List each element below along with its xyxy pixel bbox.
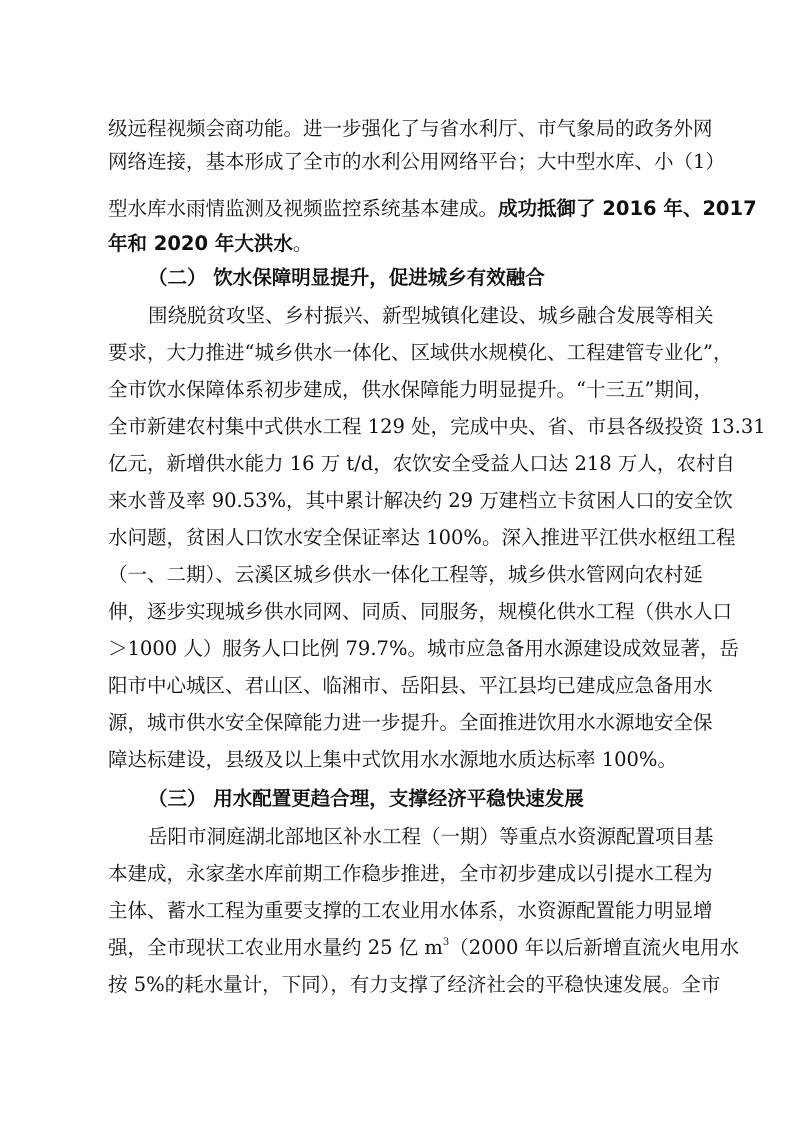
text-line [108,192,757,225]
superscript: 3 [442,937,450,948]
text-line: 围绕脱贫攻坚、乡村振兴、新型城镇化建设、城乡融合发展等相关 [148,304,714,327]
text-line: 按 5%的耗水量计，下同），有力支撑了经济社会的平稳快速发展。全市 [108,973,721,996]
text-line: 要求，大力推进“城乡供水一体化、区域供水规模化、工程建管专业化”， [108,341,733,364]
text-line: 亿元，新增供水能力 16 万 t/d，农饮安全受益人口达 218 万人，农村自 [108,452,735,475]
text-line [108,227,686,260]
text-line: 网络连接，基本形成了全市的水利公用网络平台；大中型水库、小（1） [108,150,725,173]
text-line: 全市新建农村集中式供水工程 129 处，完成中央、省、市县各级投资 13.31 [108,415,766,438]
text-run: 。 [292,232,313,255]
text-line: 阳市中心城区、君山区、临湘市、岳阳县、平江县均已建成应急备用水 [108,674,713,697]
text-line [108,931,740,964]
section-heading-2: （二） 饮水保障明显提升，促进城乡有效融合 [148,266,545,289]
text-run: 强，全市现状工农业用水量约 25 亿 m [108,936,443,959]
text-line: 本建成，永家垄水库前期工作稳步推进，全市初步建成以引提水工程为 [108,862,713,885]
text-line: 岳阳市洞庭湖北部地区补水工程（一期）等重点水资源配置项目基 [148,825,714,848]
text-line: 源，城市供水安全保障能力进一步提升。全面推进饮用水水源地安全保 [108,711,713,734]
text-line: （一、二期）、云溪区城乡供水一体化工程等，城乡供水管网向农村延 [108,563,703,586]
bold-text-run: 年和 2020 年大洪水 [108,232,293,255]
text-line: 级远程视频会商功能。进一步强化了与省水利厅、市气象局的政务外网 [108,117,713,140]
text-line: 障达标建设，县级及以上集中式饮用水水源地水质达标率 100%。 [108,748,677,771]
text-line: 伸，逐步实现城乡供水同网、同质、同服务，规模化供水工程（供水人口 [108,600,733,623]
section-heading-3: （三） 用水配置更趋合理，支撑经济平稳快速发展 [148,787,584,810]
text-line: ＞1000 人）服务人口比例 79.7%。城市应急备用水源建设成效显著，岳 [108,637,739,660]
text-line: 主体、蓄水工程为重要支撑的工农业用水体系，水资源配置能力明显增 [108,899,713,922]
bold-text-run: 成功抵御了 2016 年、2017 [498,197,757,220]
text-line: 全市饮水保障体系初步建成，供水保障能力明显提升。“十三五”期间， [108,378,713,401]
text-run: （2000 年以后新增直流火电用水 [449,936,740,959]
text-line: 水问题，贫困人口饮水安全保证率达 100%。深入推进平江供水枢纽工程 [108,526,736,549]
text-line: 来水普及率 90.53%，其中累计解决约 29 万建档立卡贫困人口的安全饮 [108,489,733,512]
text-run: 型水库水雨情监测及视频监控系统基本建成。 [108,197,499,220]
